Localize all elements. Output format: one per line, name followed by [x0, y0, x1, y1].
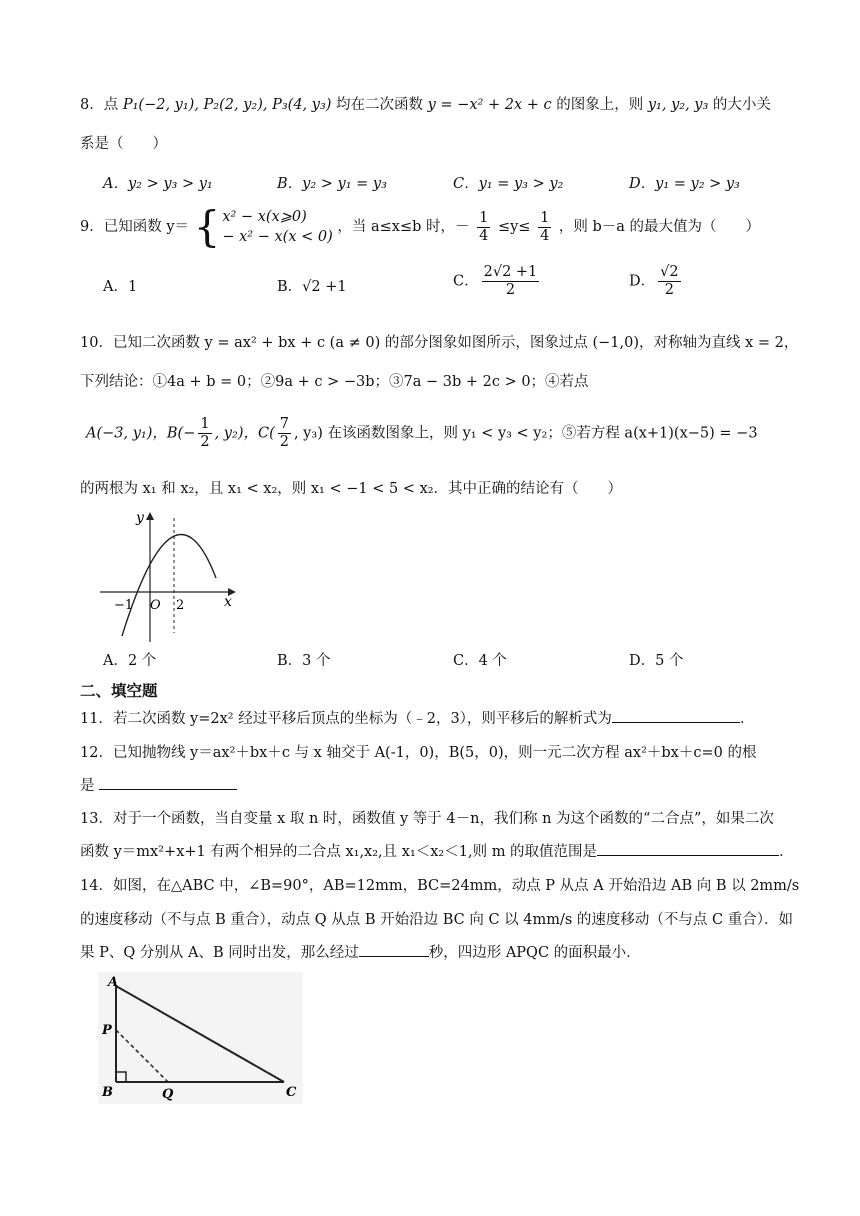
q11-line: 11．若二次函数 y=2x² 经过平移后顶点的坐标为（﹣2，3），则平移后的解析式为 ． — [80, 708, 754, 730]
q10-line4: 的两根为 x₁ 和 x₂，且 x₁ < x₂，则 x₁ < −1 < 5 < x₂．其中正确的结论有（ ） — [80, 481, 623, 497]
label-b: B — [102, 1085, 113, 1100]
q8-stem: 8．点 — [80, 97, 123, 113]
q8-option-a[interactable]: A．y₂ > y₃ > y₁ — [103, 176, 213, 192]
q10-parabola-graph — [100, 508, 240, 646]
q9-case2: − x² − x(x < 0) — [222, 229, 333, 245]
q14-line3: 果 P、Q 分别从 A、B 同时出发，那么经过 秒，四边形 APQC 的面积最小． — [80, 942, 641, 964]
q10-line1: 10．已知二次函数 y = ax² + bx + c (a ≠ 0) 的部分图象如图所示，图象过点 (−1,0)，对称轴为直线 x = 2， — [80, 335, 799, 351]
q13-answer-blank[interactable] — [597, 841, 779, 856]
q8-line2: 系是（ ） — [80, 136, 167, 152]
q10-line2: 下列结论：①4a + b = 0；②9a + c > −3b；③7a − 3b + 2c > 0；④若点 — [80, 374, 589, 390]
q14-answer-blank[interactable] — [359, 942, 429, 957]
q9-option-d[interactable]: D． $\frac{√2}{2}$ — [629, 264, 679, 298]
q12-line2: 是 — [80, 775, 237, 797]
label-c: C — [286, 1085, 297, 1100]
y-axis-label: y — [136, 510, 144, 526]
q10-option-d[interactable]: D．5 个 — [629, 653, 684, 669]
q8-text: 的图象上，则 — [551, 97, 648, 113]
q9-stem: 9．已知函数 y＝ — [80, 219, 190, 235]
section-title: 二、填空题 — [80, 682, 158, 700]
q14-line2: 的速度移动（不与点 B 重合），动点 Q 从点 B 开始沿边 BC 向 C 以 4mm/s 的速度移动（不与点 C 重合）．如 — [80, 912, 793, 928]
q9-case1: x² − x(x⩾0) — [222, 209, 307, 225]
q8-text: 均在二次函数 — [331, 97, 428, 113]
q10-option-a[interactable]: A．2 个 — [103, 653, 157, 669]
brace-icon: { — [193, 202, 221, 251]
q9-option-c[interactable]: C． $\frac{2√2 +1}{2}$ — [453, 264, 538, 298]
q8-vars: y₁, y₂, y₃ — [647, 97, 709, 113]
q10-line3: A(−3, y₁)，B(− $\frac{1}{2}$ , y₂)，C( $\frac{7}{2}$ , y₃) 在该函数图象上，则 y₁ < y₃ < y₂；⑤若方程 a(x+1)(x−5) = −3 — [86, 416, 758, 450]
x-axis-label: x — [224, 594, 232, 610]
q9-option-a[interactable]: A．1 — [103, 279, 138, 295]
q8-points: P₁(−2, y₁), P₂(2, y₂), P₃(4, y₃) — [122, 97, 332, 113]
q9-option-b[interactable]: B．√2 +1 — [277, 279, 347, 295]
q12-answer-blank[interactable] — [99, 775, 237, 790]
origin-label: O — [150, 598, 161, 613]
label-p: P — [102, 1023, 112, 1038]
q8-option-b[interactable]: B．y₂ > y₁ = y₃ — [277, 176, 387, 192]
q13-line2: 函数 y＝mx²+x+1 有两个相异的二合点 x₁,x₂,且 x₁＜x₂＜1,则 m 的取值范围是 ． — [80, 841, 794, 863]
q13-line1: 13．对于一个函数，当自变量 x 取 n 时，函数值 y 等于 4－n，我们称 n 为这个函数的“二合点”，如果二次 — [80, 811, 774, 827]
q9-text: ≤y≤ — [497, 219, 531, 235]
q9-piecewise — [193, 202, 333, 251]
q9-text: ，则 b－a 的最大值为（ ） — [558, 219, 761, 235]
q9-line1 — [80, 202, 761, 251]
q8-text: 的大小关 — [708, 97, 771, 113]
q14-triangle-figure — [98, 972, 303, 1104]
q9-text: ，当 a≤x≤b 时，－ — [337, 219, 470, 235]
parabola-curve — [122, 534, 216, 636]
label-a: A — [108, 975, 119, 990]
q8-function: y = −x² + 2x + c — [427, 97, 552, 113]
q9-fraction-neg: $\frac{1}{4}$ — [479, 209, 489, 244]
q12-line1: 12．已知抛物线 y＝ax²＋bx＋c 与 x 轴交于 A(-1，0)，B(5，0)，则一元二次方程 ax²＋bx＋c=0 的根 — [80, 745, 757, 761]
tick-two: 2 — [176, 598, 185, 613]
q8-line1 — [80, 94, 771, 116]
tick-neg-one: −1 — [114, 598, 134, 613]
q10-option-b[interactable]: B．3 个 — [277, 653, 331, 669]
q9-fraction-pos: $\frac{1}{4}$ — [540, 209, 550, 244]
q8-option-d[interactable]: D．y₁ = y₂ > y₃ — [629, 176, 740, 192]
label-q: Q — [162, 1087, 174, 1102]
q14-line1: 14．如图，在△ABC 中，∠B=90°，AB=12mm，BC=24mm，动点 P 从点 A 开始沿边 AB 向 B 以 2mm/s — [80, 878, 800, 894]
y-axis-arrow-icon — [146, 512, 154, 520]
q8-option-c[interactable]: C．y₁ = y₃ > y₂ — [453, 176, 564, 192]
q11-answer-blank[interactable] — [612, 708, 740, 723]
q10-option-c[interactable]: C．4 个 — [453, 653, 507, 669]
